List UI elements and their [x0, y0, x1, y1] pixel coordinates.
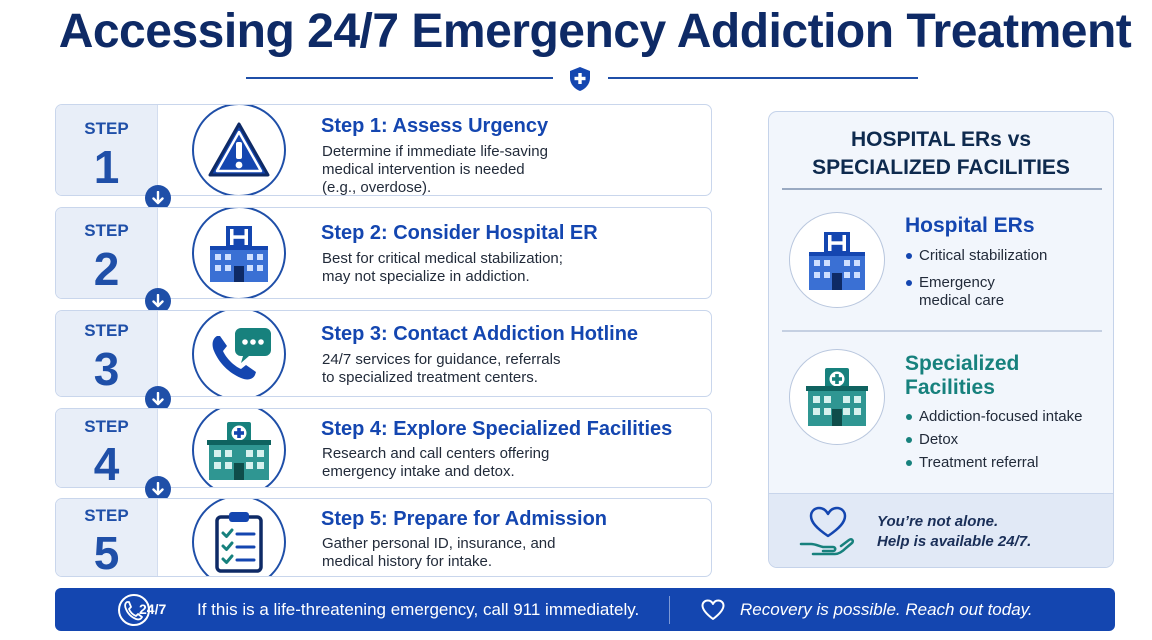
description-line: medical intervention is needed: [322, 161, 525, 178]
support-message: [877, 512, 1031, 552]
step-title: Step 1: Assess Urgency: [321, 115, 549, 137]
shield-cross-icon: [568, 66, 592, 92]
support-footer: [769, 493, 1113, 567]
emergency-banner: [55, 588, 1115, 631]
description-line: Determine if immediate life-saving: [322, 143, 548, 160]
warning-icon: [192, 104, 286, 196]
specialized-facilities-list: [905, 408, 1082, 477]
step-description: [322, 143, 548, 196]
step-card-2: [55, 207, 712, 299]
step-number: 3: [93, 343, 120, 395]
step-title: Step 3: Contact Addiction Hotline: [321, 323, 639, 345]
step-label: STEP: [84, 119, 129, 138]
step-description: [322, 250, 563, 286]
description-line: medical history for intake.: [322, 553, 493, 570]
description-line: Gather personal ID, insurance, and: [322, 535, 556, 552]
description-line: Research and call centers offering: [322, 445, 550, 462]
hospital-icon: [192, 207, 286, 299]
list-item: [905, 274, 1047, 310]
hospital-er-icon: [789, 212, 885, 308]
step-label: STEP: [84, 321, 129, 340]
step-title: Step 2: Consider Hospital ER: [321, 222, 598, 244]
phone-chat-icon: [192, 310, 286, 397]
step-label: STEP: [84, 506, 129, 525]
title-divider-left: [246, 77, 553, 79]
description-line: (e.g., overdose).: [322, 179, 432, 196]
step-number: 1: [93, 141, 120, 193]
panel-title: [769, 126, 1113, 182]
step-badge: [56, 311, 158, 396]
list-item-line: medical care: [919, 292, 1005, 309]
title-divider-right: [608, 77, 918, 79]
description-line: may not specialize in addiction.: [322, 268, 530, 285]
hospital-ers-list: [905, 247, 1047, 315]
heart-icon: [701, 599, 725, 621]
step-label: STEP: [84, 221, 129, 240]
step-description: [322, 351, 560, 387]
hand-heart-icon: [799, 506, 857, 558]
step-title: Step 5: Prepare for Admission: [321, 508, 607, 530]
description-line: 24/7 services for guidance, referrals: [322, 351, 561, 368]
comparison-panel: [768, 111, 1114, 568]
list-item: Treatment referral: [905, 454, 1082, 472]
step-card-1: [55, 104, 712, 196]
list-item-line: Emergency: [919, 274, 995, 291]
step-description: [322, 535, 555, 571]
step-number: 5: [93, 527, 120, 577]
description-line: Best for critical medical stabilization;: [322, 250, 563, 267]
banner-divider: [669, 596, 670, 624]
hospital-ers-heading: Hospital ERs: [905, 214, 1035, 237]
step-card-5: [55, 498, 712, 577]
list-item: Addiction-focused intake: [905, 408, 1082, 426]
step-number: 2: [93, 243, 120, 295]
panel-divider: [782, 330, 1102, 332]
clinic-icon: [192, 408, 286, 488]
list-item: Detox: [905, 431, 1082, 449]
description-line: to specialized treatment centers.: [322, 369, 538, 386]
recovery-message: Recovery is possible. Reach out today.: [740, 600, 1033, 619]
step-description: [322, 445, 549, 481]
support-line: You’re not alone.: [877, 513, 999, 530]
banner-24-7-label: 24/7: [139, 601, 167, 617]
panel-divider: [782, 188, 1102, 190]
list-item: Critical stabilization: [905, 247, 1047, 265]
step-label: STEP: [84, 417, 129, 436]
step-number: 4: [93, 438, 120, 488]
specialized-facility-icon: [789, 349, 885, 445]
step-card-3: [55, 310, 712, 397]
step-badge: [56, 208, 158, 298]
step-title: Step 4: Explore Specialized Facilities: [321, 418, 673, 440]
specialized-facilities-heading: [905, 352, 1019, 400]
step-badge: [56, 499, 158, 576]
emergency-message: If this is a life-threatening emergency, call 911 immediately.: [197, 600, 640, 619]
page-title: Accessing 24/7 Emergency Addiction Treatment: [58, 5, 1132, 58]
clipboard-checklist-icon: [192, 498, 286, 577]
step-badge: [56, 409, 158, 487]
panel-title-line: HOSPITAL ERs vs: [850, 128, 1032, 151]
step-badge: [56, 105, 158, 195]
heading-line: Facilities: [905, 376, 995, 399]
support-line: Help is available 24/7.: [877, 533, 1032, 550]
heading-line: Specialized: [905, 352, 1020, 375]
panel-title-line: SPECIALIZED FACILITIES: [812, 156, 1070, 179]
description-line: emergency intake and detox.: [322, 463, 515, 480]
